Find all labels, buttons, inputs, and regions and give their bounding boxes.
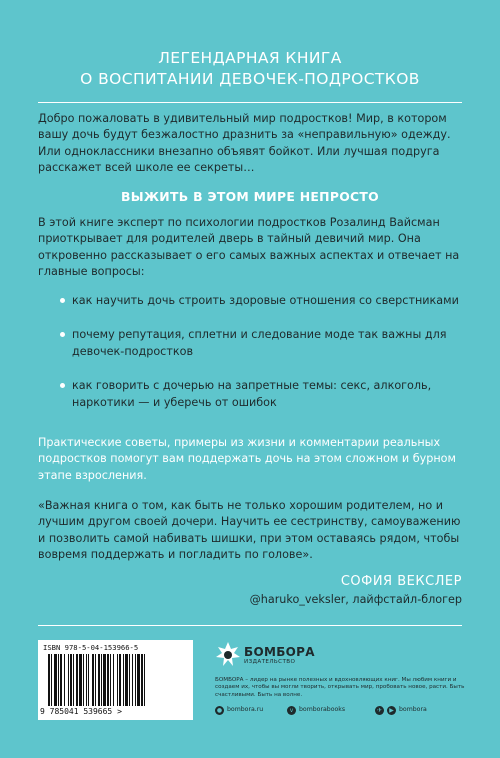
top-divider: [38, 102, 462, 103]
list-item: [72, 327, 460, 360]
bullet-dot-icon: [60, 332, 65, 337]
play-icon: ▶: [387, 706, 396, 715]
globe-icon: ●: [216, 706, 223, 714]
vk-icon: v: [287, 706, 296, 715]
publisher-name: БОМБОРА: [244, 645, 315, 659]
quote-author-role: @haruko_veksler, лайфстайл-блогер: [249, 593, 462, 606]
review-quote: «Важная книга о том, как быть не только хорошим родителем, но и лучшим другом своей дочери. Научить ее сестринству, самоуважению и позволить самой набивать шишки, при этом оставаясь рядом, чтобы вовремя поддержать и погладить по голове».: [38, 499, 461, 562]
quote-author-name: СОФИЯ ВЕКСЛЕР: [340, 574, 462, 589]
cover-title: [0, 48, 500, 90]
list-item-text: почему репутация, сплетни и следование моде так важны для девочек-подростков: [72, 328, 447, 358]
social-link-vk[interactable]: v bomborabooks: [287, 705, 345, 715]
bullet-dot-icon: [60, 383, 65, 388]
chat-icon: ✈: [376, 706, 383, 714]
description-paragraph: В этой книге эксперт по психологии подростков Розалинд Вайсман приоткрывает для родителей дверь в тайный девичий мир. Она откровенно рассказывает о его самых важных аспектах и отвечает на главные вопросы:: [38, 216, 460, 279]
barcode-number: 9 785041 539665 >: [40, 707, 122, 716]
list-item: [72, 378, 460, 411]
intro-paragraph: Добро пожаловать в удивительный мир подростков! Мир, в котором вашу дочь будут безжалостно дразнить за «неправильную» одежду. Или одноклассники внезапно объявят бойкот. Или лучшая подруга расскажет всей школе ее секреты…: [38, 112, 451, 175]
social-link-messengers[interactable]: ✈ ▶ bombora: [376, 706, 427, 714]
bullet-dot-icon: [60, 298, 65, 303]
isbn-label: ISBN 978-5-04-153966-5: [43, 643, 139, 652]
publisher-description: БОМБОРА – лидер на рынке полезных и вдохновляющих книг. Мы любим книги и создаем их, чтобы вы могли творить, открывать мир, пробовать новое, расти. Быть счастливыми. Быть на волне.: [215, 677, 465, 698]
list-item-text: как научить дочь строить здоровые отношения со сверстниками: [72, 294, 459, 307]
list-item: [72, 293, 460, 309]
practical-paragraph: Практические советы, примеры из жизни и комментарии реальных подростков помогут вам поддержать дочь на этом сложном и бурном этапе взросления.: [38, 436, 456, 482]
section-subheading: ВЫЖИТЬ В ЭТОМ МИРЕ НЕПРОСТО: [120, 189, 380, 204]
cover-title-line-2: О ВОСПИТАНИИ ДЕВОЧЕК-ПОДРОСТКОВ: [80, 70, 420, 88]
publisher-subtitle: ИЗДАТЕЛЬСТВО: [244, 659, 296, 665]
social-link-site[interactable]: ● bombora.ru: [216, 706, 264, 714]
list-item-text: как говорить с дочерью на запретные темы: секс, алкоголь, наркотики — и уберечь от ошибок: [72, 379, 432, 409]
barcode-icon: [48, 654, 184, 706]
cover-title-line-1: ЛЕГЕНДАРНАЯ КНИГА: [158, 49, 342, 67]
publisher-socials: [215, 705, 475, 717]
questions-list: [72, 293, 460, 423]
bombora-logo-icon: [215, 640, 241, 668]
barcode-block: [38, 640, 193, 720]
bottom-divider: [38, 625, 462, 626]
